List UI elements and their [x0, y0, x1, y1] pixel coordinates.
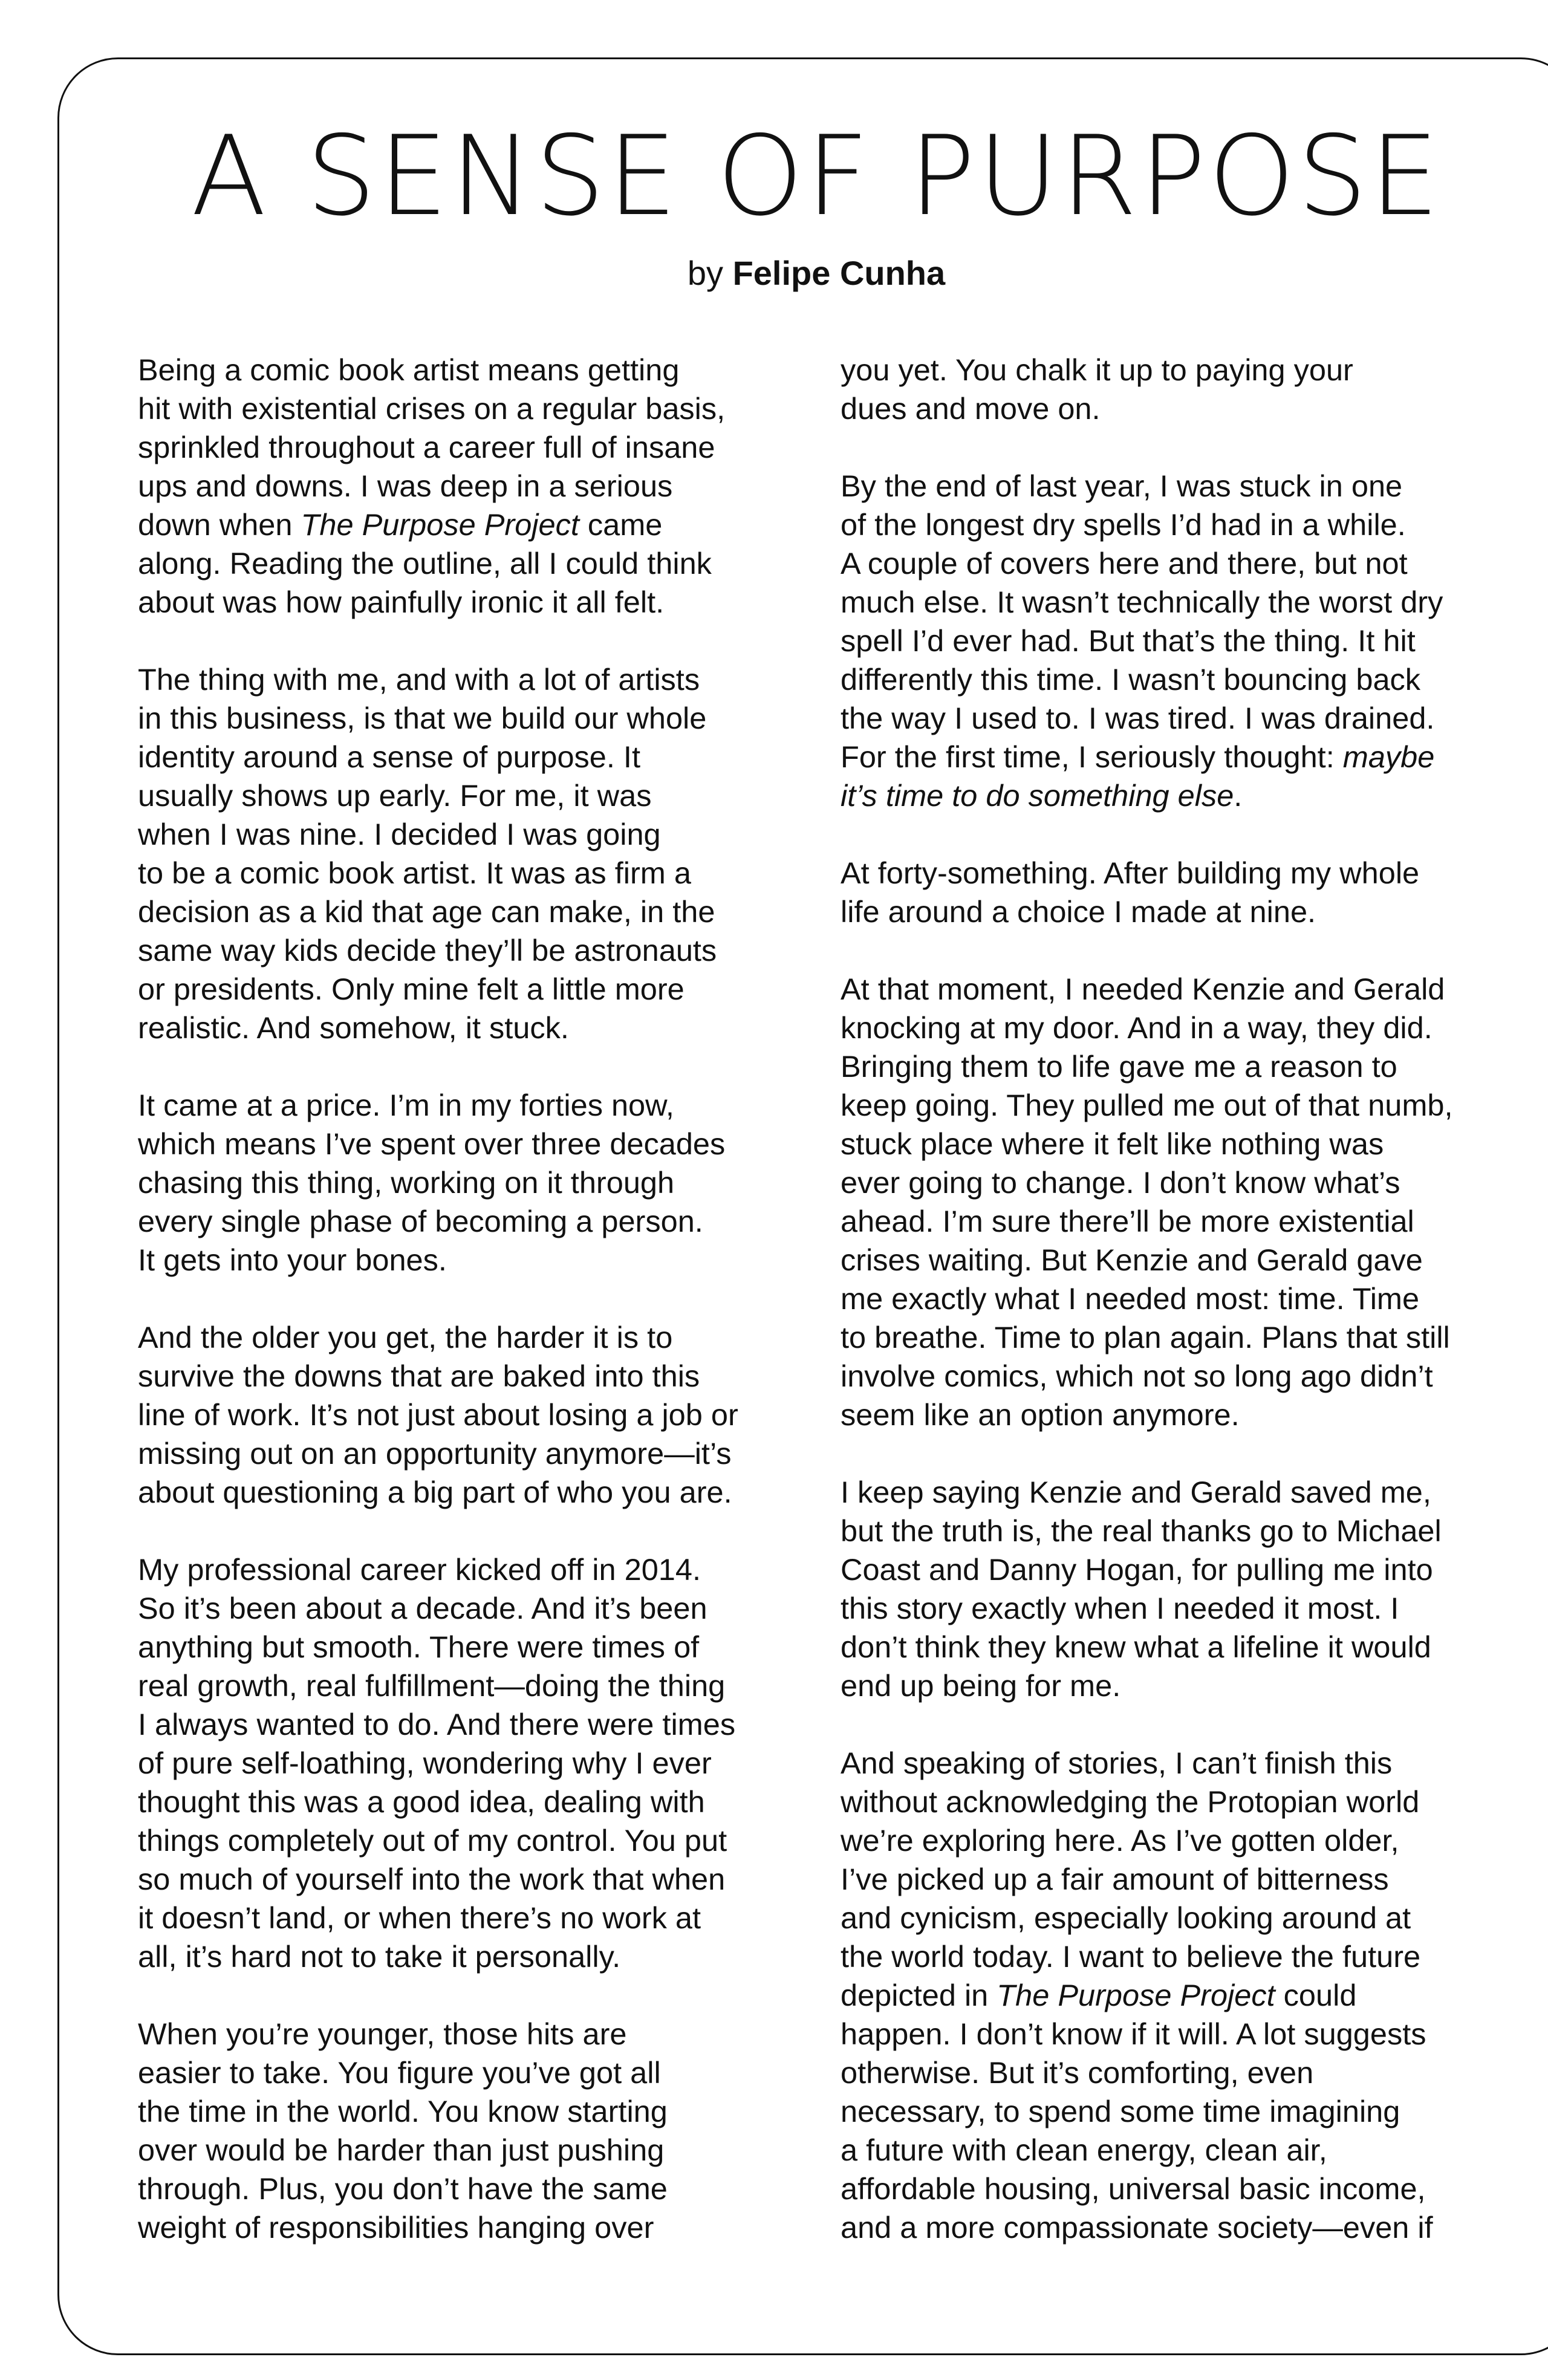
text-line: [841, 1047, 1494, 1086]
text-line: [841, 1357, 1494, 1396]
paragraph: [138, 1550, 791, 1976]
text-line: [841, 583, 1494, 622]
text-run: And the older you get, the harder it is to: [138, 1320, 673, 1354]
text-run: Coast and Danny Hogan, for pulling me into: [841, 1552, 1433, 1587]
text-run: .: [1234, 778, 1243, 813]
text-run: A couple of covers here and there, but not: [841, 546, 1408, 580]
text-line: [841, 1009, 1494, 1047]
text-line: [841, 1396, 1494, 1434]
text-run: dues and move on.: [841, 391, 1101, 426]
text-line: [138, 467, 791, 506]
text-line: [841, 1783, 1494, 1821]
italic-text: maybe: [1342, 740, 1435, 774]
text-line: [138, 1163, 791, 1202]
text-line: [138, 776, 791, 815]
text-run: The thing with me, and with a lot of artists: [138, 662, 700, 697]
text-line: [841, 1202, 1494, 1241]
text-run: knocking at my door. And in a way, they did.: [841, 1010, 1433, 1045]
text-line: [841, 351, 1494, 389]
text-run: By the end of last year, I was stuck in one: [841, 469, 1403, 503]
text-line: [138, 931, 791, 970]
text-run: of pure self-loathing, wondering why I ever: [138, 1746, 712, 1780]
text-line: [138, 699, 791, 738]
text-run: down when: [138, 507, 301, 542]
text-line: [138, 1899, 791, 1937]
text-run: when I was nine. I decided I was going: [138, 817, 661, 851]
text-line: [138, 1705, 791, 1744]
text-run: or presidents. Only mine felt a little more: [138, 972, 685, 1006]
text-run: So it’s been about a decade. And it’s been: [138, 1591, 707, 1625]
text-run: it doesn’t land, or when there’s no work at: [138, 1900, 701, 1935]
text-line: [138, 854, 791, 892]
text-run: to breathe. Time to plan again. Plans that still: [841, 1320, 1450, 1354]
text-run: happen. I don’t know if it will. A lot suggests: [841, 2017, 1426, 2051]
text-line: [841, 1318, 1494, 1357]
text-run: I’ve picked up a fair amount of bitterness: [841, 1862, 1389, 1896]
text-run: identity around a sense of purpose. It: [138, 740, 640, 774]
text-run: keep going. They pulled me out of that numb,: [841, 1088, 1453, 1122]
paragraph: [841, 1744, 1494, 2247]
text-run: seem like an option anymore.: [841, 1397, 1240, 1432]
text-run: necessary, to spend some time imagining: [841, 2094, 1400, 2128]
text-line: [841, 892, 1494, 931]
text-line: [841, 2092, 1494, 2131]
text-line: [138, 1434, 791, 1473]
text-run: end up being for me.: [841, 1668, 1121, 1703]
text-run: you yet. You chalk it up to paying your: [841, 353, 1353, 387]
paragraph: [138, 1318, 791, 1512]
author-name: Felipe Cunha: [732, 254, 946, 292]
text-run: don’t think they knew what a lifeline it would: [841, 1630, 1431, 1664]
italic-text: it’s time to do something else: [841, 778, 1234, 813]
text-line: [841, 467, 1494, 506]
text-line: [841, 389, 1494, 428]
text-run: usually shows up early. For me, it was: [138, 778, 652, 813]
text-run: without acknowledging the Protopian world: [841, 1784, 1420, 1819]
text-line: [138, 738, 791, 776]
paragraph: [138, 1086, 791, 1279]
text-line: [138, 2015, 791, 2053]
text-run: depicted in: [841, 1978, 997, 2012]
text-run: about was how painfully ironic it all felt.: [138, 585, 665, 619]
text-line: [841, 1473, 1494, 1512]
text-line: [138, 428, 791, 467]
text-line: [138, 1318, 791, 1357]
text-run: same way kids decide they’ll be astronauts: [138, 933, 717, 967]
text-run: anything but smooth. There were times of: [138, 1630, 700, 1664]
text-run: the world today. I want to believe the future: [841, 1939, 1421, 1974]
text-line: [138, 815, 791, 854]
text-run: At forty-something. After building my whole: [841, 856, 1420, 890]
text-line: [138, 2092, 791, 2131]
text-column-left: [138, 351, 791, 2247]
text-line: [138, 1860, 791, 1899]
italic-text: The Purpose Project: [997, 1978, 1275, 2012]
text-run: stuck place where it felt like nothing was: [841, 1127, 1384, 1161]
text-run: me exactly what I needed most: time. Time: [841, 1281, 1420, 1316]
text-line: [841, 1976, 1494, 2015]
text-line: [138, 2208, 791, 2247]
article-title: A SENSE OF PURPOSE: [190, 112, 1442, 240]
text-line: [841, 1550, 1494, 1589]
text-run: For the first time, I seriously thought:: [841, 740, 1343, 774]
text-run: affordable housing, universal basic income,: [841, 2171, 1426, 2206]
text-line: [138, 1396, 791, 1434]
text-run: spell I’d ever had. But that’s the thing. It hit: [841, 623, 1416, 658]
text-run: missing out on an opportunity anymore—it’s: [138, 1436, 732, 1471]
paragraph: [841, 467, 1494, 815]
text-line: [841, 1163, 1494, 1202]
text-line: [138, 1628, 791, 1666]
text-run: I always wanted to do. And there were times: [138, 1707, 736, 1741]
text-run: things completely out of my control. You put: [138, 1823, 727, 1858]
text-run: At that moment, I needed Kenzie and Gerald: [841, 972, 1445, 1006]
text-line: [138, 1086, 791, 1125]
text-run: When you’re younger, those hits are: [138, 2017, 627, 2051]
paragraph: [138, 660, 791, 1047]
text-run: differently this time. I wasn’t bouncing back: [841, 662, 1421, 697]
byline: [0, 256, 1548, 290]
text-line: [138, 1357, 791, 1396]
text-line: [138, 544, 791, 583]
text-line: [841, 1744, 1494, 1783]
text-run: in this business, is that we build our whole: [138, 701, 707, 735]
text-line: [841, 1821, 1494, 1860]
text-run: realistic. And somehow, it stuck.: [138, 1010, 569, 1045]
text-line: [841, 1628, 1494, 1666]
paragraph: [138, 2015, 791, 2247]
text-line: [138, 1009, 791, 1047]
text-line: [138, 1125, 791, 1163]
text-run: a future with clean energy, clean air,: [841, 2133, 1327, 2167]
text-run: easier to take. You figure you’ve got all: [138, 2055, 661, 2090]
text-line: [841, 1241, 1494, 1279]
text-run: It gets into your bones.: [138, 1243, 447, 1277]
text-line: [138, 2131, 791, 2170]
text-run: ups and downs. I was deep in a serious: [138, 469, 673, 503]
text-run: over would be harder than just pushing: [138, 2133, 665, 2167]
text-line: [138, 660, 791, 699]
text-run: ahead. I’m sure there’ll be more existential: [841, 1204, 1414, 1238]
text-line: [138, 1202, 791, 1241]
text-run: It came at a price. I’m in my forties now,: [138, 1088, 674, 1122]
text-run: the way I used to. I was tired. I was drained.: [841, 701, 1435, 735]
italic-text: The Purpose Project: [301, 507, 579, 542]
text-line: [138, 389, 791, 428]
text-line: [841, 506, 1494, 544]
text-line: [138, 583, 791, 622]
text-line: [841, 1860, 1494, 1899]
paragraph: [841, 351, 1494, 428]
text-line: [841, 699, 1494, 738]
text-run: every single phase of becoming a person.: [138, 1204, 703, 1238]
text-line: [841, 738, 1494, 776]
text-line: [138, 970, 791, 1009]
text-line: [138, 1744, 791, 1783]
text-run: thought this was a good idea, dealing with: [138, 1784, 705, 1819]
text-line: [841, 660, 1494, 699]
text-run: much else. It wasn’t technically the worst dry: [841, 585, 1443, 619]
text-line: [841, 776, 1494, 815]
text-line: [841, 544, 1494, 583]
text-line: [841, 1937, 1494, 1976]
text-run: all, it’s hard not to take it personally.: [138, 1939, 621, 1974]
text-run: decision as a kid that age can make, in the: [138, 894, 715, 929]
text-run: Being a comic book artist means getting: [138, 353, 680, 387]
text-line: [841, 854, 1494, 892]
text-line: [841, 1086, 1494, 1125]
text-run: And speaking of stories, I can’t finish this: [841, 1746, 1393, 1780]
text-line: [841, 622, 1494, 660]
text-run: ever going to change. I don’t know what’s: [841, 1165, 1400, 1200]
text-run: about questioning a big part of who you are.: [138, 1475, 732, 1509]
text-run: hit with existential crises on a regular basis,: [138, 391, 726, 426]
text-run: and a more compassionate society—even if: [841, 2210, 1433, 2245]
text-line: [138, 1783, 791, 1821]
text-line: [138, 1821, 791, 1860]
text-run: could: [1275, 1978, 1357, 2012]
paragraph: [841, 970, 1494, 1434]
text-line: [138, 1241, 791, 1279]
text-line: [138, 1550, 791, 1589]
text-run: along. Reading the outline, all I could think: [138, 546, 712, 580]
text-run: real growth, real fulfillment—doing the thing: [138, 1668, 726, 1703]
text-run: sprinkled throughout a career full of insane: [138, 430, 715, 464]
text-run: weight of responsibilities hanging over: [138, 2210, 654, 2245]
text-run: otherwise. But it’s comforting, even: [841, 2055, 1314, 2090]
text-line: [841, 2208, 1494, 2247]
text-line: [138, 2053, 791, 2092]
text-line: [138, 1937, 791, 1976]
text-run: My professional career kicked off in 2014.: [138, 1552, 701, 1587]
text-column-right: [841, 351, 1494, 2247]
text-line: [841, 970, 1494, 1009]
text-run: line of work. It’s not just about losing a job or: [138, 1397, 738, 1432]
byline-prefix: by: [687, 254, 723, 292]
text-line: [138, 1666, 791, 1705]
text-run: this story exactly when I needed it most. I: [841, 1591, 1399, 1625]
text-run: life around a choice I made at nine.: [841, 894, 1316, 929]
text-run: of the longest dry spells I’d had in a while.: [841, 507, 1406, 542]
text-run: we’re exploring here. As I’ve gotten older,: [841, 1823, 1399, 1858]
text-run: survive the downs that are baked into this: [138, 1359, 700, 1393]
paragraph: [841, 1473, 1494, 1705]
text-line: [138, 1473, 791, 1512]
text-run: through. Plus, you don’t have the same: [138, 2171, 668, 2206]
text-run: came: [579, 507, 663, 542]
paragraph: [138, 351, 791, 622]
text-run: which means I’ve spent over three decades: [138, 1127, 726, 1161]
text-line: [841, 2131, 1494, 2170]
text-line: [841, 1899, 1494, 1937]
text-run: so much of yourself into the work that when: [138, 1862, 726, 1896]
text-run: involve comics, which not so long ago didn’t: [841, 1359, 1433, 1393]
text-line: [841, 1589, 1494, 1628]
text-line: [841, 1125, 1494, 1163]
text-run: chasing this thing, working on it through: [138, 1165, 675, 1200]
text-line: [138, 351, 791, 389]
text-run: to be a comic book artist. It was as firm a: [138, 856, 691, 890]
text-line: [138, 1589, 791, 1628]
text-run: but the truth is, the real thanks go to Michael: [841, 1514, 1442, 1548]
text-run: the time in the world. You know starting: [138, 2094, 668, 2128]
text-line: [841, 2053, 1494, 2092]
text-line: [138, 892, 791, 931]
paragraph: [841, 854, 1494, 931]
text-line: [841, 2015, 1494, 2053]
text-run: I keep saying Kenzie and Gerald saved me,: [841, 1475, 1431, 1509]
text-line: [841, 2170, 1494, 2208]
text-line: [138, 506, 791, 544]
text-line: [841, 1279, 1494, 1318]
text-line: [138, 2170, 791, 2208]
text-line: [841, 1666, 1494, 1705]
text-run: and cynicism, especially looking around at: [841, 1900, 1411, 1935]
text-line: [841, 1512, 1494, 1550]
text-run: crises waiting. But Kenzie and Gerald gave: [841, 1243, 1423, 1277]
text-run: Bringing them to life gave me a reason to: [841, 1049, 1397, 1084]
